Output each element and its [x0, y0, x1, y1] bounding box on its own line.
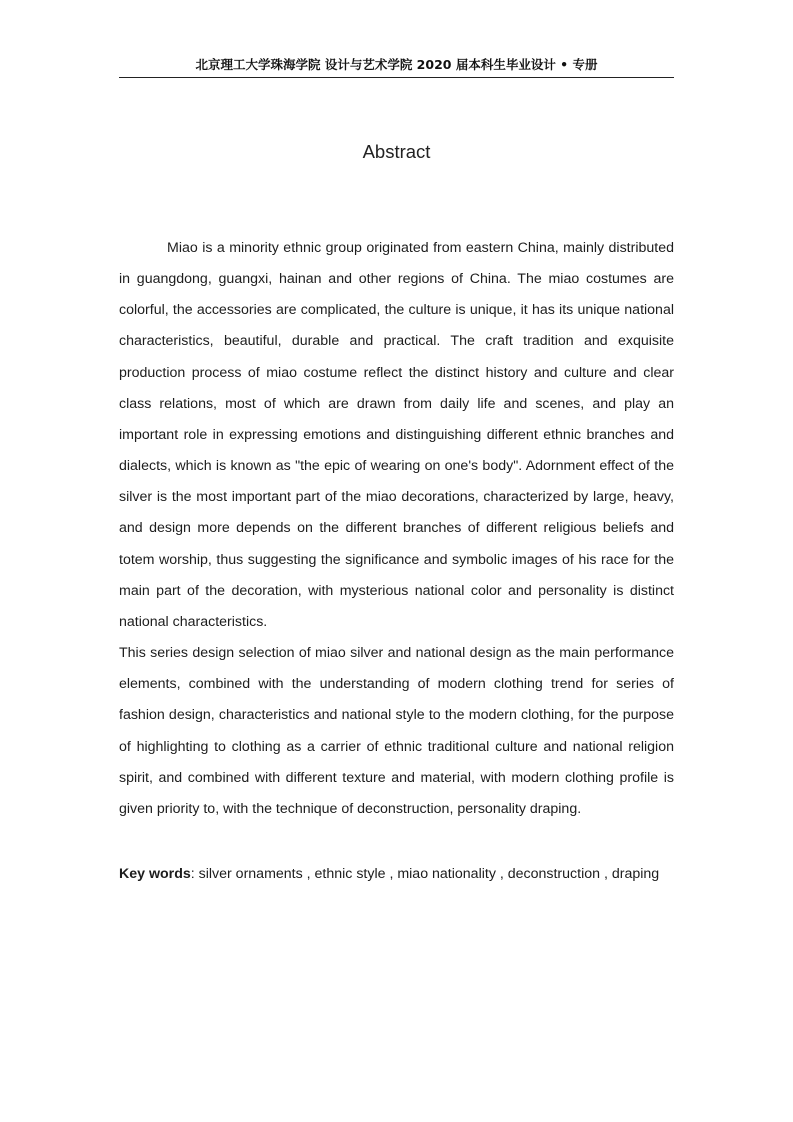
header-divider — [119, 77, 674, 78]
keywords-line — [119, 862, 679, 886]
abstract-body — [119, 233, 674, 825]
page-header: 北京理工大学珠海学院 设计与艺术学院 2020 届本科生毕业设计 • 专册 — [195, 57, 598, 72]
abstract-paragraph-2: This series design selection of miao silver and national design as the main performance elements, combined with the understanding of modern clothing trend for series of fashion design, characteristics and national style to the modern clothing, for the purpose of highlighting to clothing as a carrier of ethnic traditional culture and national religion spirit, and combined with different texture and material, with modern clothing profile is given priority to, with the technique of deconstruction, personality draping. — [119, 645, 674, 817]
keywords-label: Key words — [119, 866, 191, 882]
abstract-paragraph-1: Miao is a minority ethnic group originated from eastern China, mainly distributed in guangdong, guangxi, hainan and other regions of China. The miao costumes are colorful, the accessories are complicated, the culture is unique, it has its unique national characteristics, beautiful, durable and practical. The craft tradition and exquisite production process of miao costume reflect the distinct history and culture and clear class relations, most of which are drawn from daily life and scenes, and play an important role in expressing emotions and distinguishing different ethnic branches and dialects, which is known as "the epic of wearing on one's body". Adornment effect of the silver is the most important part of the miao decorations, characterized by large, heavy, and design more depends on the different branches of different religious beliefs and totem worship, thus suggesting the significance and symbolic images of his race for the main part of the decoration, with mysterious national color and personality is distinct national characteristics. — [119, 240, 674, 630]
page-title: Abstract — [362, 141, 431, 162]
keywords-text: : silver ornaments , ethnic style , miao nationality , deconstruction , draping — [190, 866, 660, 882]
